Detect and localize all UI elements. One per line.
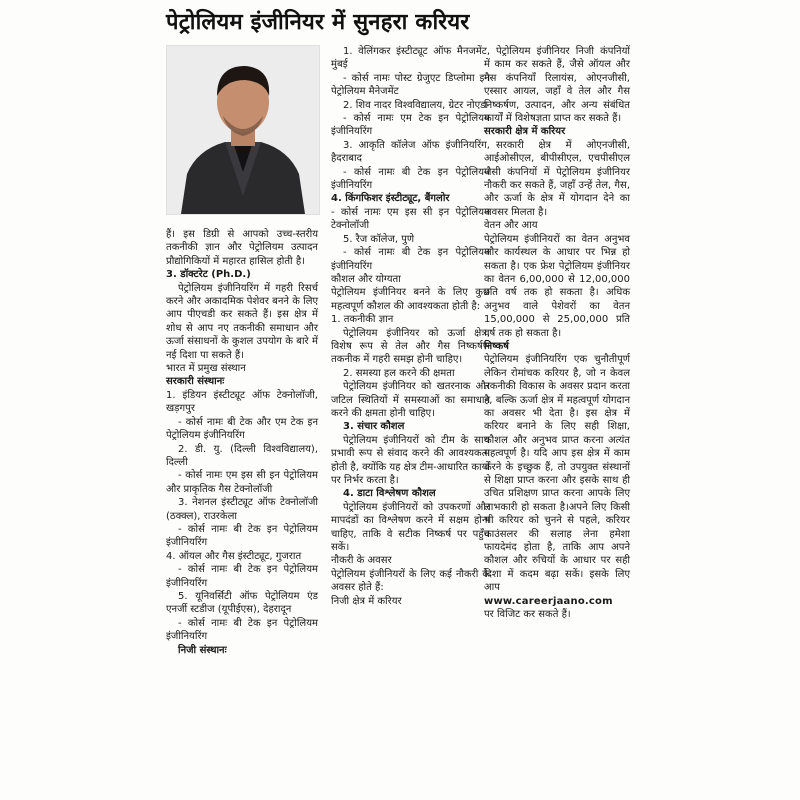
col2-paragraph: कौशल और योग्यता <box>331 273 401 285</box>
col2-paragraph: निजी क्षेत्र में करियर <box>331 595 402 607</box>
col3-paragraph: सरकारी क्षेत्र में ओएनजीसी, आईओसीएल, बीपीसीएल, एचपीसीएल जैसी कंपनियों में पेट्रोलियम इंजीनियर नौकरी कर सकते हैं, जहाँ उन्हें तेल, गैस, और ऊर्जा के क्षेत्र में योगदान देने का अवसर मिलता है। <box>484 139 630 218</box>
col2-paragraph: - कोर्स नामः एम टेक इन पेट्रोलियम इंजीनियरिंग <box>331 113 490 138</box>
col1-paragraph: निजी संस्थानः <box>178 644 227 656</box>
col1-paragraph: 3. नेशनल इंस्टीट्यूट ऑफ टेक्नोलॉजी (ठक्क्ल), राउरकेला <box>166 497 318 522</box>
col3-paragraph: सरकारी क्षेत्र में करियर <box>484 126 566 138</box>
col2-paragraph: - कोर्स नामः बी टेक इन पेट्रोलियम इंजीनियरिंग <box>331 166 490 192</box>
col1-paragraph: सरकारी संस्थानः <box>166 376 225 388</box>
col3-paragraph: पर विजिट कर सकते हैं। <box>484 609 571 621</box>
col2-paragraph: 4. डाटा विश्लेषण कौशल <box>343 488 436 500</box>
col2-paragraph: पेट्रोलियम इंजीनियरों को उपकरणों और मापदंडों का विश्लेषण करने में सक्षम होना चाहिए, ताकि वे सटीक निष्कर्ष पर पहुँच सकें। <box>331 501 490 554</box>
col2-paragraph: पेट्रोलियम इंजीनियर बनने के लिए कुछ महत्वपूर्ण कौशल की आवश्यकता होती है: <box>331 287 490 312</box>
col1-paragraph: भारत में प्रमुख संस्थान <box>166 363 246 375</box>
col1-paragraph: - कोर्स नामः बी टेक इन पेट्रोलियम इंजीनियरिंग <box>166 564 318 589</box>
col2-paragraph: पेट्रोलियम इंजीनियरों के लिए कई नौकरी के अवसर होते हैं: <box>331 568 490 594</box>
col2-paragraph: - कोर्स नामः बी टेक इन पेट्रोलियम इंजीनियरिंग <box>331 247 490 272</box>
column-3 <box>484 45 630 621</box>
col2-paragraph: 1. तकनीकी ज्ञान <box>331 314 394 326</box>
col1-paragraph: 5. यूनिवर्सिटी ऑफ पेट्रोलियम एंड एनर्जी स्टडीज (यूपीईएस), देहरादून <box>166 590 318 616</box>
col3-paragraph: वेतन और आय <box>484 220 538 232</box>
col2-paragraph: 3. आकृति कॉलेज ऑफ इंजीनियरिंग, हैदराबाद <box>331 139 490 165</box>
col2-paragraph: - कोर्स नामः पोस्ट ग्रेजुएट डिप्लोमा इन पेट्रोलियम मैनेजमेंट <box>331 72 490 98</box>
col1-paragraph: 3. डॉक्टरेट (Ph.D.) <box>166 269 251 281</box>
person-portrait-icon <box>167 46 319 214</box>
col3-paragraph: पेट्रोलियम इंजीनियरों का वेतन अनुभव और कार्यस्थल के आधार पर भिन्न हो सकता है। एक फ्रेश पेट्रोलियम इंजीनियर का वेतन 6,00,000 से 12,00,000 प्रति वर्ष तक हो सकता है। अधिक अनुभव वाले पेशेवरों का वेतन 15,00,000 से 25,00,000 प्रति वर्ष तक हो सकता है। <box>484 233 630 339</box>
col2-paragraph: नौकरी के अवसर <box>331 555 392 567</box>
col3-paragraph: निष्कर्ष <box>484 340 509 352</box>
col3-paragraph: पेट्रोलियम इंजीनियर निजी कंपनियों में काम कर सकते हैं, जैसे ऑयल और गैस कंपनियाँ रिलायंस, ओएनजीसी, एस्सार आयल, जहाँ वे तेल और गैस निष्कर्षण, उत्पादन, और अन्य संबंधित कार्यों में विशेषज्ञता प्राप्त कर सकते हैं। <box>484 46 630 125</box>
col1-paragraph: 4. ऑयल और गैस इंस्टीट्यूट, गुजरात <box>166 550 302 562</box>
col2-paragraph: 3. संचार कौशल <box>343 421 405 433</box>
col2-paragraph: 1. वेलिंगकर इंस्टीट्यूट ऑफ मैनजमेंट, मुंबई <box>331 46 490 71</box>
col2-paragraph: 5. रैज कॉलेज, पुणे <box>343 233 415 245</box>
col2-paragraph: पेट्रोलियम इंजीनियर को खतरनाक और जटिल स्थितियों में समस्याओं का समाधान करने की क्षमता होनी चाहिए। <box>331 381 490 419</box>
col2-paragraph: - कोर्स नामः एम इस सी इन पेट्रोलियम टेक्नोलॉजी <box>331 206 490 232</box>
col1-paragraph: पेट्रोलियम इंजीनियरिंग में गहरी रिसर्च करने और अकादमिक पेशेवर बनने के लिए आप पीएचडी कर सकते हैं। इस क्षेत्र में शोध से आप नए तकनीकी समाधान और ऊर्जा संसाधनों के कुशल उपयोग के बारे में नई दिशा पा सकते हैं। <box>166 282 318 361</box>
col2-paragraph: 2. समस्या हल करने की क्षमता <box>343 367 455 379</box>
article-headline: पेट्रोलियम इंजीनियर में सुनहरा करियर <box>166 10 470 35</box>
column-2 <box>331 45 490 608</box>
col1-paragraph: - कोर्स नामः बी टेक और एम टेक इन पेट्रोलियम इंजीनियरिंग <box>166 416 318 442</box>
col2-paragraph: 4. किंगफिशर इंस्टीट्यूट, बैंगलोर <box>331 193 450 205</box>
col3-paragraph: www.careerjaano.com <box>484 595 613 607</box>
col2-paragraph: 2. शिव नादर विश्वविद्यालय, ग्रेटर नोएडा <box>343 99 489 111</box>
column-1 <box>166 228 318 657</box>
col1-paragraph: - कोर्स नामः बी टेक इन पेट्रोलियम इंजीनियरिंग <box>166 523 318 549</box>
col1-paragraph: - कोर्स नामः एम इस सी इन पेट्रोलियम और प्राकृतिक गैस टेक्नोलॉजी <box>166 470 318 495</box>
author-photo <box>166 45 320 215</box>
col2-paragraph: पेट्रोलियम इंजीनियरों को टीम के साथ प्रभावी रूप से संवाद करने की आवश्यकता होती है, क्योंकि यह क्षेत्र टीम-आधारित कार्यों पर निर्भर करता है। <box>331 434 490 486</box>
col1-paragraph: 2. डी. यु. (दिल्ली विश्वविद्यालय), दिल्ली <box>166 443 318 468</box>
col3-paragraph: पेट्रोलियम इंजीनियरिंग एक चुनौतीपूर्ण लेकिन रोमांचक करियर है, जो न केवल तकनीकी विकास के अवसर प्रदान करता है, बल्कि ऊर्जा क्षेत्र में महत्वपूर्ण योगदान का अवसर भी देता है। इस क्षेत्र में करियर बनाने के लिए सही शिक्षा, कौशल और अनुभव प्राप्त करना अत्यंत महत्वपूर्ण है। यदि आप इस क्षेत्र में काम करने के इच्छुक हैं, तो उपयुक्त संस्थानों से शिक्षा प्राप्त करना और इसके साथ ही उचित प्रशिक्षण प्राप्त करना आपके लिए लाभकारी हो सकता है।अपने लिए किसी भी करियर को चुनने से पहले, करियर काउंसलर की सलाह लेना हमेशा फायदेमंद होता है, ताकि आप अपने कौशल और रुचियों के आधार पर सही दिशा में कदम बढ़ा सकें। इसके लिए आप <box>484 354 630 594</box>
col1-paragraph: - कोर्स नामः बी टेक इन पेट्रोलियम इंजीनियरिंग <box>166 617 318 643</box>
col1-paragraph: हैं। इस डिग्री से आपको उच्च-स्तरीय तकनीकी ज्ञान और पेट्रोलियम उत्पादन प्रौद्योगिकियों में महारत हासिल होती है। <box>166 229 318 267</box>
col1-paragraph: 1. इंडियन इंस्टीट्यूट ऑफ टेक्नोलॉजी, खड़गपुर <box>166 389 318 415</box>
col2-paragraph: पेट्रोलियम इंजीनियर को ऊर्जा क्षेत्र, विशेष रूप से तेल और गैस निष्कर्षण तकनीक में गहरी समझ होनी चाहिए। <box>331 327 490 366</box>
